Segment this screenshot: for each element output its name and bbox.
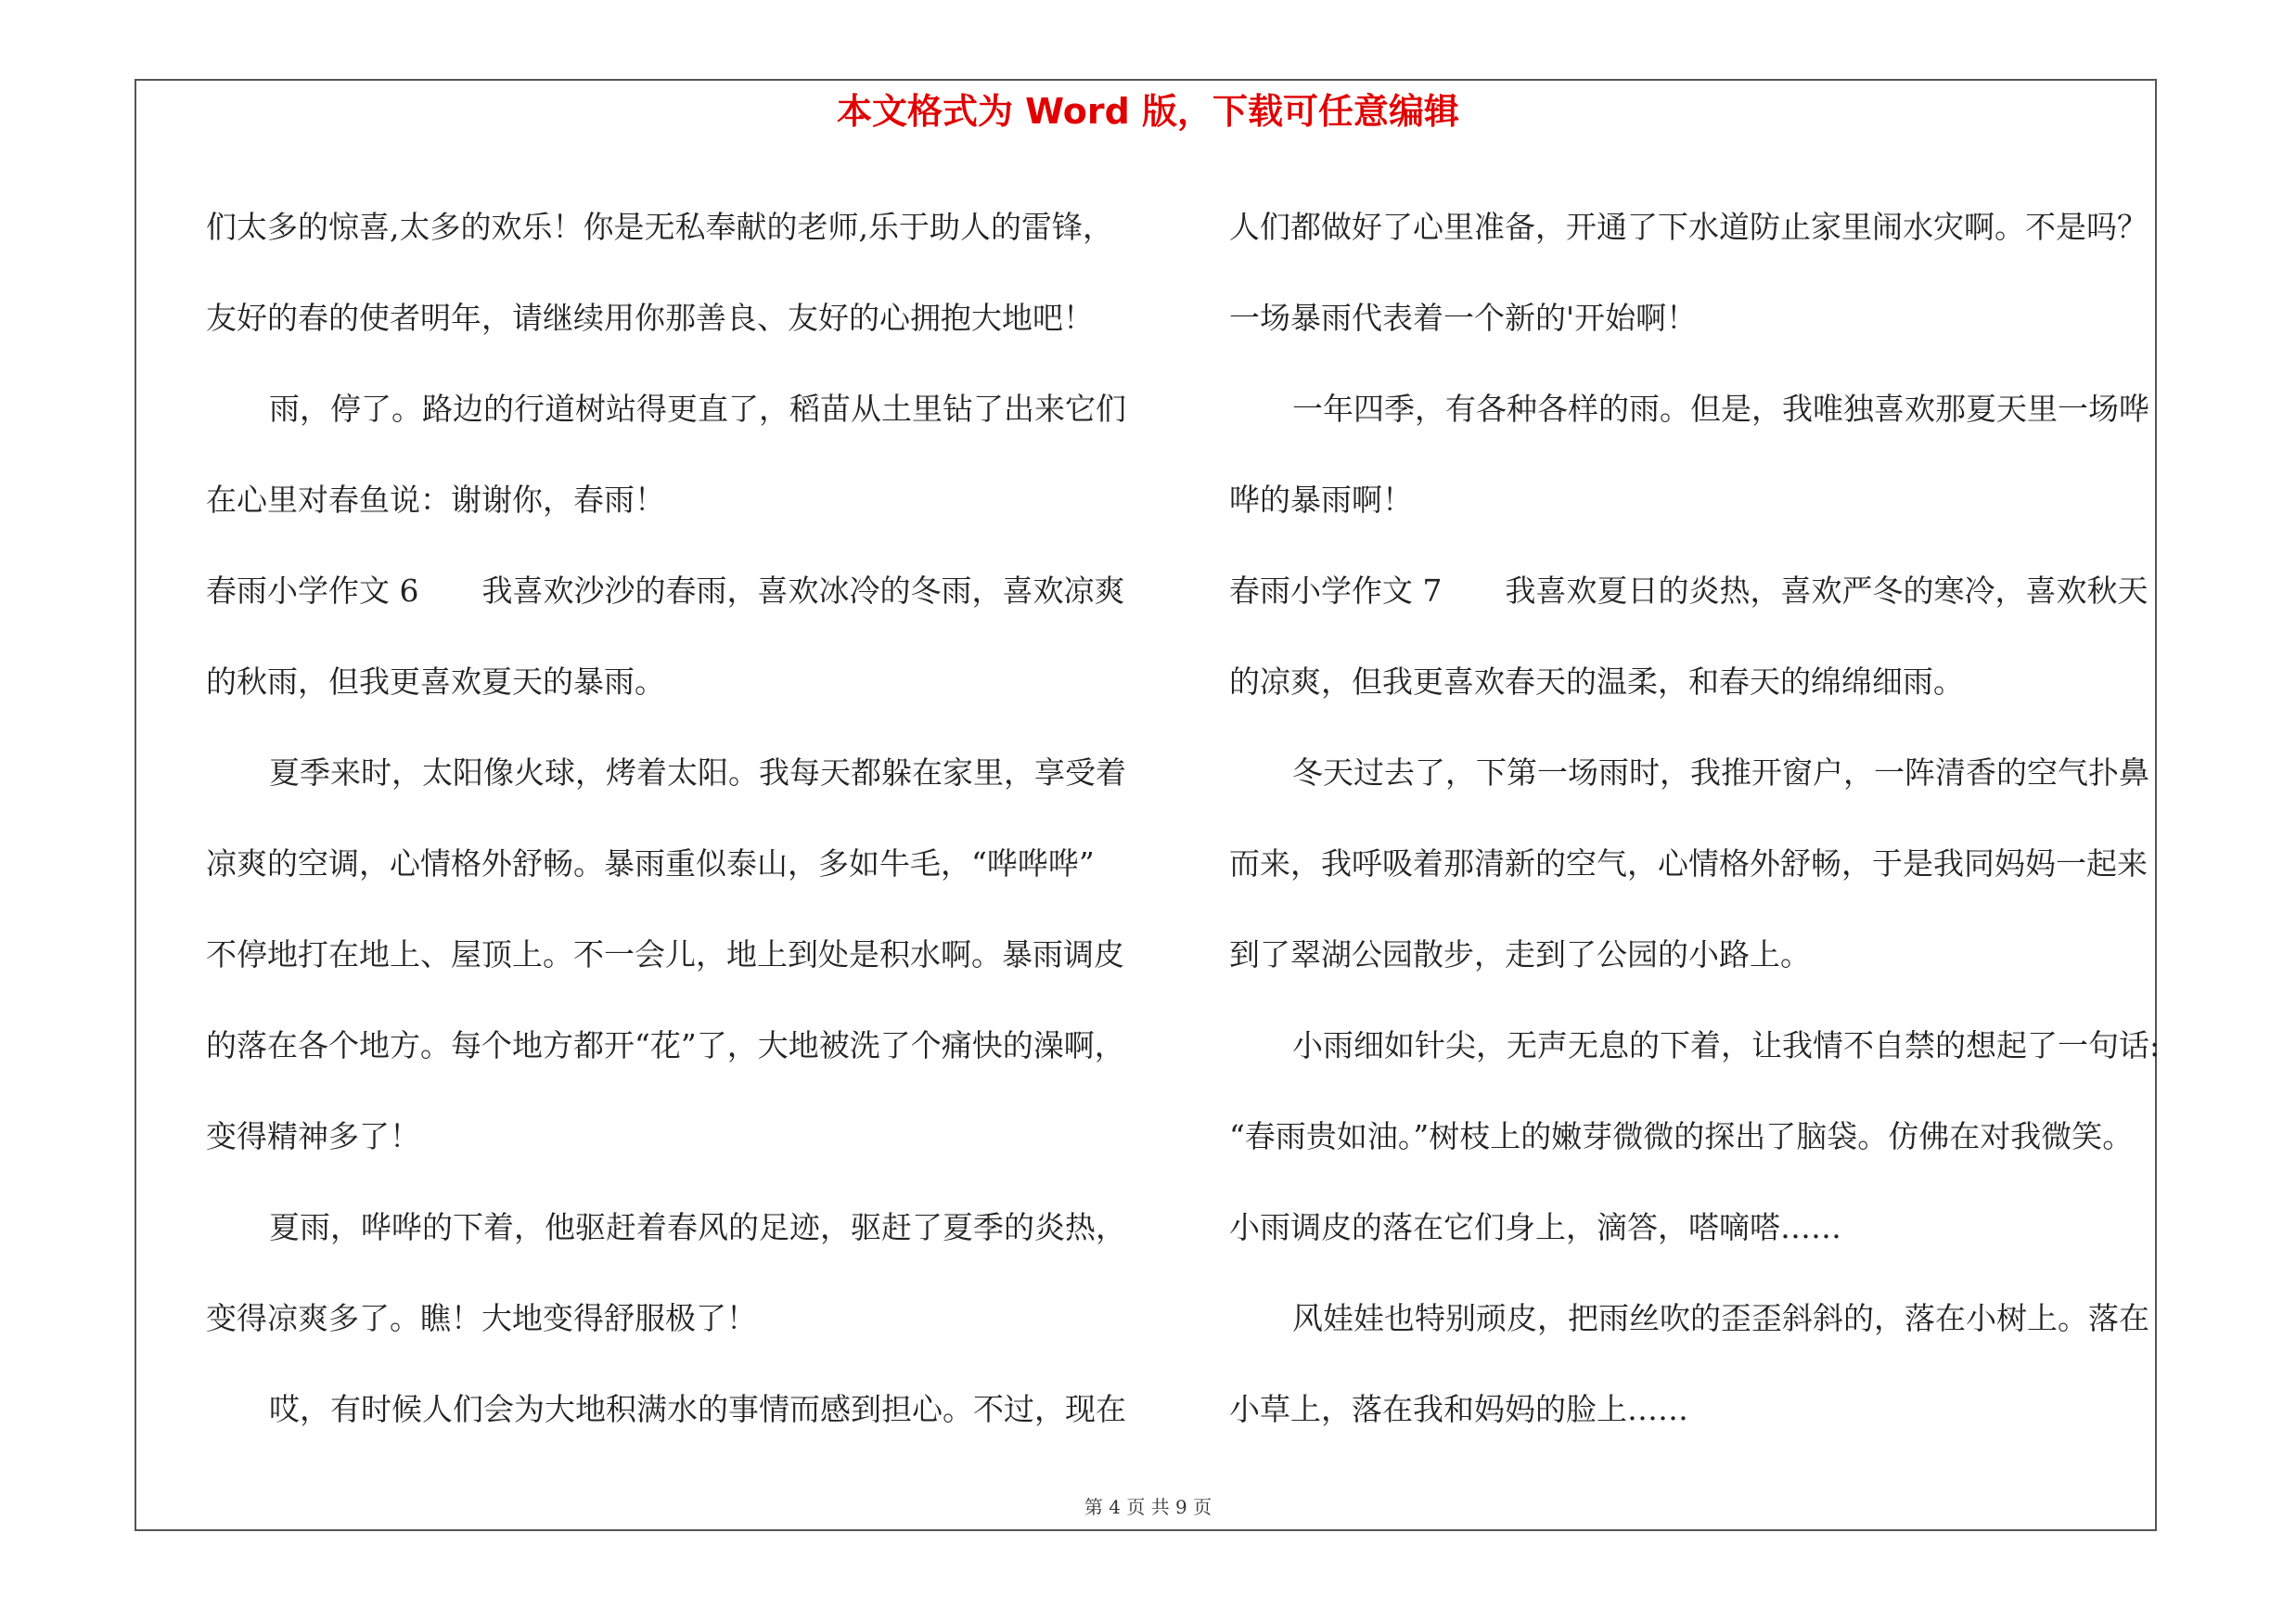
text-line: 夏雨，哗哗的下着，他驱赶着春风的足迹，驱赶了夏季的炎热， (269, 1209, 1126, 1245)
text-line: 风娃娃也特别顽皮，把雨丝吹的歪歪斜斜的，落在小树上。落在 (1292, 1300, 2149, 1336)
text-line: 雨，停了。路边的行道树站得更直了，稻苗从土里钻了出来它们 (269, 391, 1126, 427)
text-line: 变得精神多了！ (206, 1118, 420, 1154)
text-line: 到了翠湖公园散步，走到了公园的小路上。 (1229, 936, 1811, 973)
text-line: 一年四季，有各种各样的雨。但是，我唯独喜欢那夏天里一场哗 (1292, 391, 2149, 427)
text-line: 凉爽的空调，心情格外舒畅。暴雨重似泰山，多如牛毛，“哗哗哗” (206, 845, 1095, 882)
essay-heading: 春雨小学作文 7 (1229, 573, 1443, 609)
text-line: 友好的春的使者明年，请继续用你那善良、友好的心拥抱大地吧！ (206, 300, 1094, 336)
left-text-column (206, 182, 1161, 1455)
essay-heading-line (206, 546, 1161, 637)
text-line: 的秋雨，但我更喜欢夏天的暴雨。 (206, 663, 665, 700)
text-line: 我喜欢夏日的炎热，喜欢严冬的寒冷，喜欢秋天 (1505, 573, 2148, 609)
text-line: 小雨细如针尖，无声无息的下着，让我情不自禁的想起了一句话: (1292, 1027, 2161, 1063)
text-line: 夏季来时，太阳像火球，烤着太阳。我每天都躲在家里，享受着 (269, 754, 1126, 791)
essay-heading: 春雨小学作文 6 (206, 573, 419, 609)
text-line: 哗的暴雨啊！ (1229, 482, 1413, 518)
text-line: 小雨调皮的落在它们身上，滴答，嗒嘀嗒…… (1229, 1209, 1841, 1245)
essay-heading-line (1229, 546, 2166, 637)
text-line: 小草上，落在我和妈妈的脸上…… (1229, 1391, 1688, 1427)
text-line: 哎，有时候人们会为大地积满水的事情而感到担心。不过，现在 (269, 1391, 1126, 1427)
text-line: 的凉爽，但我更喜欢春天的温柔，和春天的绵绵细雨。 (1229, 663, 1964, 700)
text-line: 我喜欢沙沙的春雨，喜欢冰冷的冬雨，喜欢凉爽 (481, 573, 1125, 609)
text-line: “春雨贵如油。”树枝上的嫩芽微微的探出了脑袋。仿佛在对我微笑。 (1229, 1118, 2134, 1154)
text-line: 一场暴雨代表着一个新的'开始啊！ (1229, 300, 1698, 336)
page-number-footer: 第 4 页 共 9 页 (1084, 1496, 1212, 1518)
text-line: 而来，我呼吸着那清新的空气，心情格外舒畅，于是我同妈妈一起来 (1229, 845, 2148, 882)
text-line: 不停地打在地上、屋顶上。不一会儿，地上到处是积水啊。暴雨调皮 (206, 936, 1124, 973)
format-notice-banner: 本文格式为 Word 版，下载可任意编辑 (836, 91, 1460, 132)
text-line: 们太多的惊喜,太多的欢乐！你是无私奉献的老师,乐于助人的雷锋， (206, 209, 1113, 245)
text-line: 的落在各个地方。每个地方都开“花”了，大地被洗了个痛快的澡啊， (206, 1027, 1125, 1063)
text-line: 人们都做好了心里准备，开通了下水道防止家里闹水灾啊。不是吗？ (1229, 209, 2148, 245)
text-line: 在心里对春鱼说：谢谢你，春雨！ (206, 482, 665, 518)
text-line: 冬天过去了，下第一场雨时，我推开窗户，一阵清香的空气扑鼻 (1292, 754, 2149, 791)
text-line: 变得凉爽多了。瞧！大地变得舒服极了！ (206, 1300, 757, 1336)
right-text-column (1229, 182, 2166, 1455)
